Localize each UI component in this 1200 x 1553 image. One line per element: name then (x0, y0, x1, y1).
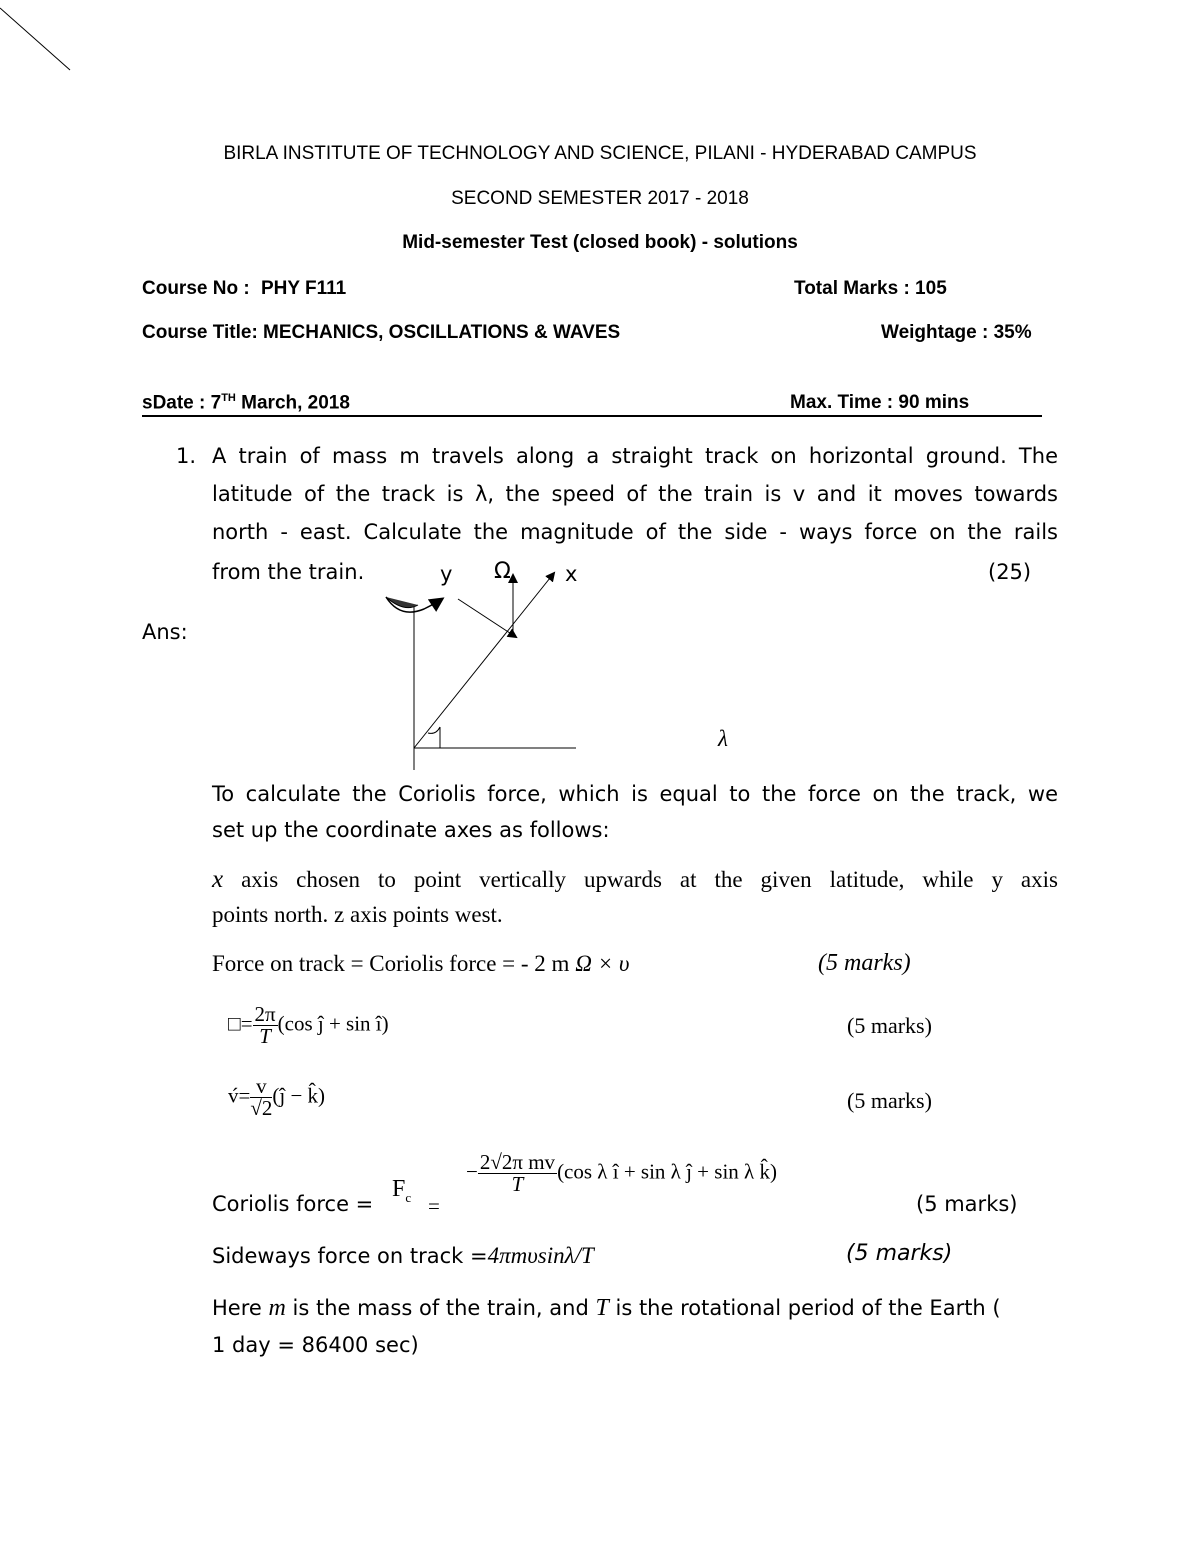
here-line-1 (212, 1295, 1001, 1322)
here-line-2: 1 day = 86400 sec) (212, 1333, 419, 1357)
fc-equals: = (428, 1194, 440, 1218)
omega-marks: (5 marks) (847, 1013, 932, 1038)
fc-symbol (392, 1176, 411, 1206)
answer-para2-line2: points north. z axis points west. (212, 902, 503, 927)
question-line-4: from the train. (212, 560, 365, 584)
answer-para1-line1: To calculate the Coriolis force, which is equal to the force on the track, we (212, 782, 1058, 806)
coriolis-rest: (cos λ î + sin λ ĵ + sin λ k̂) (557, 1159, 777, 1184)
semester: SECOND SEMESTER 2017 - 2018 (451, 188, 749, 209)
course-no-label: Course No : (142, 278, 250, 299)
para2-line1-text: axis chosen to point vertically upwards at the given latitude, while y axis (223, 867, 1058, 892)
answer-para2-line1 (212, 866, 1058, 894)
coriolis-equation (466, 1152, 777, 1195)
weightage: Weightage : 35% (881, 322, 1032, 343)
date-suffix: March, 2018 (235, 392, 350, 414)
coriolis-label: Coriolis force = (212, 1192, 374, 1216)
x-symbol: x (212, 866, 224, 893)
v-sym: v́ (228, 1083, 239, 1108)
exam-date (142, 392, 350, 414)
here-m: m (268, 1295, 286, 1321)
total-marks: Total Marks : 105 (794, 278, 947, 299)
corner-mark (0, 0, 80, 80)
v-den: √2 (250, 1096, 273, 1120)
omega-num: 2π (254, 1002, 276, 1026)
coriolis-den: T (511, 1172, 524, 1196)
sideways-expr: 4πmυsinλ/T (487, 1243, 594, 1268)
v-equation: v́= $\frac{v}{√2}$ (ĵ − k̂) (228, 1074, 326, 1120)
force-marks: (5 marks) (818, 950, 911, 976)
sideways-marks: (5 marks) (846, 1241, 953, 1266)
sideways-text: Sideways force on track = (212, 1244, 488, 1268)
question-line-1: A train of mass m travels along a straight track on horizontal ground. The (212, 444, 1058, 468)
fc-F: F (392, 1176, 406, 1202)
fc-sub: c (405, 1189, 412, 1205)
here-T: T (595, 1295, 609, 1321)
question-marks: (25) (988, 560, 1032, 584)
course-no-value: PHY F111 (260, 278, 347, 299)
y-arrow (458, 599, 516, 637)
coriolis-marks: (5 marks) (916, 1192, 1018, 1216)
ans-label: Ans: (142, 620, 188, 644)
date-prefix: sDate : 7 (142, 392, 222, 414)
question-number: 1. (176, 444, 197, 468)
omega-box: □ (228, 1011, 241, 1036)
label-omega: Ω (494, 559, 511, 584)
latitude-line (414, 573, 554, 748)
label-x: x (565, 562, 578, 586)
institute-name: BIRLA INSTITUTE OF TECHNOLOGY AND SCIENCE, PILANI - HYDERABAD CAMPUS (223, 143, 977, 164)
label-y: y (440, 562, 453, 586)
answer-para1-line2: set up the coordinate axes as follows: (212, 818, 610, 842)
omega-den: T (259, 1024, 271, 1048)
here-pre: Here (212, 1296, 269, 1320)
question-line-2: latitude of the track is λ, the speed of the train is v and it moves towards (212, 482, 1058, 506)
course-no (142, 278, 346, 300)
v-rest: (ĵ − k̂) (272, 1083, 326, 1108)
omega-equation: □= $\frac{2\pi}{T}$ (cos ĵ + sin î) (228, 1002, 389, 1048)
coriolis-diagram (370, 555, 630, 775)
coriolis-minus: − (466, 1159, 478, 1184)
test-title: Mid-semester Test (closed book) - solutions (402, 232, 798, 253)
coriolis-num: 2√2π mv (479, 1150, 556, 1174)
label-lambda: λ (718, 726, 728, 751)
sideways-force (212, 1243, 594, 1269)
question-line-3: north - east. Calculate the magnitude of the side - ways force on the rails (212, 520, 1058, 544)
v-num: v (250, 1076, 272, 1098)
force-on-track (212, 951, 629, 977)
force-text: Force on track = Coriolis force = - 2 m (212, 951, 576, 976)
course-title: Course Title: MECHANICS, OSCILLATIONS & WAVES (142, 322, 621, 343)
max-time: Max. Time : 90 mins (790, 392, 970, 413)
v-marks: (5 marks) (847, 1088, 932, 1113)
date-sup: TH (221, 392, 236, 404)
omega-rest: (cos ĵ + sin î) (277, 1011, 389, 1036)
header-rule (142, 415, 1042, 417)
here-mid: is the mass of the train, and (285, 1296, 596, 1320)
here-post: is the rotational period of the Earth ( (608, 1296, 1001, 1320)
force-expr: Ω × υ (575, 951, 630, 976)
